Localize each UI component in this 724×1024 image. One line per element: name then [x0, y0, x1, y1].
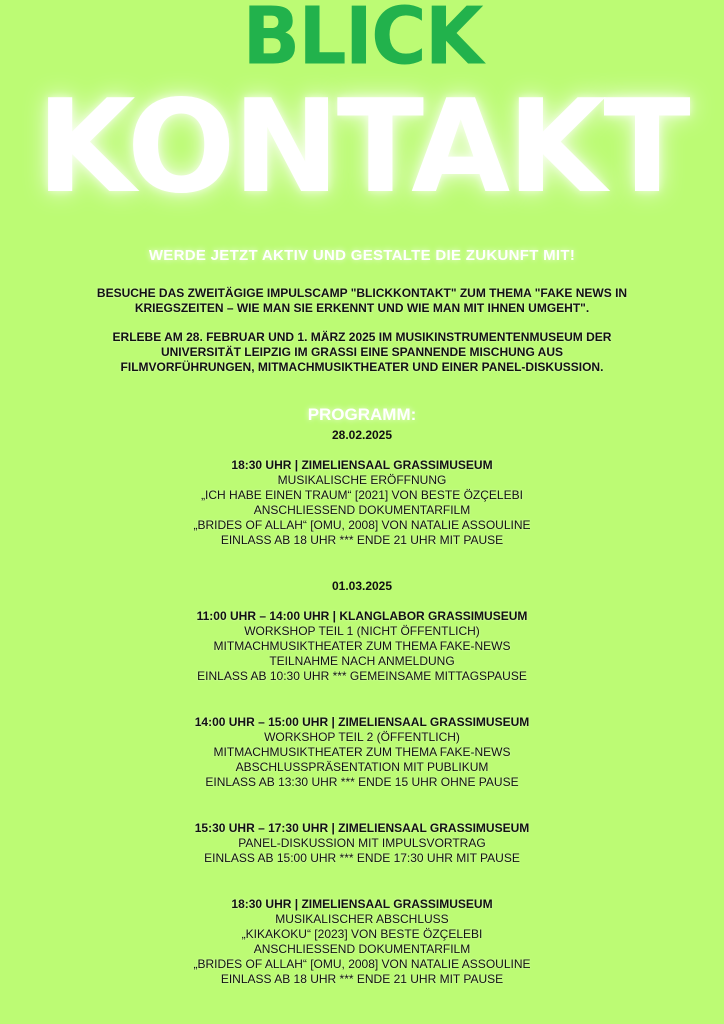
event-line: WORKSHOP TEIL 1 (NICHT ÖFFENTLICH) — [244, 624, 480, 638]
event-heading: 18:30 UHR | ZIMELIENSAAL GRASSIMUSEUM — [231, 897, 493, 911]
event-heading: 14:00 UHR – 15:00 UHR | ZIMELIENSAAL GRASSIMUSEUM — [194, 715, 530, 729]
event-heading: 11:00 UHR – 14:00 UHR | KLANGLABOR GRASSIMUSEUM — [196, 609, 528, 623]
event-heading: 15:30 UHR – 17:30 UHR | ZIMELIENSAAL GRASSIMUSEUM — [194, 821, 530, 835]
event-line: MITMACHMUSIKTHEATER ZUM THEMA FAKE-NEWS — [213, 639, 511, 653]
intro-line: KRIEGSZEITEN – WIE MAN SIE ERKENNT UND WIE MAN MIT IHNEN UMGEHT". — [134, 301, 590, 315]
event-block — [40, 715, 684, 790]
event-line: EINLASS AB 10:30 UHR *** GEMEINSAME MITTAGSPAUSE — [197, 669, 527, 683]
event-line: ABSCHLUSSPRÄSENTATION MIT PUBLIKUM — [235, 760, 489, 774]
event-line: „ICH HABE EINEN TRAUM“ [2021] VON BESTE ÖZÇELEBI — [201, 488, 523, 502]
logo-word-kontakt: KONTAKT — [36, 73, 688, 222]
event-line: „BRIDES OF ALLAH“ [OMU, 2008] VON NATALIE ASSOULINE — [193, 518, 531, 532]
intro-line: FILMVORFÜHRUNGEN, MITMACHMUSIKTHEATER UND EINER PANEL-DISKUSSION. — [120, 360, 604, 374]
day-date: 01.03.2025 — [331, 579, 393, 593]
event-block — [40, 897, 684, 987]
event-heading: 18:30 UHR | ZIMELIENSAAL GRASSIMUSEUM — [231, 458, 493, 472]
event-block — [40, 458, 684, 548]
event-line: ANSCHLIESSEND DOKUMENTARFILM — [253, 503, 471, 517]
event-line: EINLASS AB 18 UHR *** ENDE 21 UHR MIT PAUSE — [220, 972, 504, 986]
event-line: EINLASS AB 18 UHR *** ENDE 21 UHR MIT PAUSE — [220, 533, 504, 547]
intro-line: ERLEBE AM 28. FEBRUAR UND 1. MÄRZ 2025 IM MUSIKINSTRUMENTENMUSEUM DER — [112, 330, 612, 344]
event-line: MITMACHMUSIKTHEATER ZUM THEMA FAKE-NEWS — [213, 745, 511, 759]
event-line: WORKSHOP TEIL 2 (ÖFFENTLICH) — [264, 730, 460, 744]
event-line: ANSCHLIESSEND DOKUMENTARFILM — [253, 942, 471, 956]
program-heading: PROGRAMM: — [307, 405, 417, 424]
event-line: EINLASS AB 15:00 UHR *** ENDE 17:30 UHR MIT PAUSE — [204, 851, 520, 865]
tagline: WERDE JETZT AKTIV UND GESTALTE DIE ZUKUNFT MIT! — [148, 247, 576, 264]
day-date: 28.02.2025 — [331, 428, 393, 442]
intro-line: UNIVERSITÄT LEIPZIG IM GRASSI EINE SPANNENDE MISCHUNG AUS — [160, 345, 564, 359]
intro-line: BESUCHE DAS ZWEITÄGIGE IMPULSCAMP "BLICKKONTAKT" ZUM THEMA "FAKE NEWS IN — [96, 286, 628, 300]
event-line: „KIKAKOKU“ [2023] VON BESTE ÖZÇELEBI — [241, 927, 483, 941]
event-line: MUSIKALISCHE ERÖFFNUNG — [277, 473, 447, 487]
intro-paragraph-2 — [70, 330, 654, 375]
event-line: TEILNAHME NACH ANMELDUNG — [269, 654, 455, 668]
event-block — [40, 821, 684, 866]
event-block — [40, 609, 684, 684]
logo-word-blick: BLICK — [242, 0, 482, 83]
event-line: „BRIDES OF ALLAH“ [OMU, 2008] VON NATALIE ASSOULINE — [193, 957, 531, 971]
event-line: PANEL-DISKUSSION MIT IMPULSVORTRAG — [238, 836, 486, 850]
intro-paragraph-1 — [70, 286, 654, 316]
event-line: EINLASS AB 13:30 UHR *** ENDE 15 UHR OHNE PAUSE — [205, 775, 519, 789]
event-line: MUSIKALISCHER ABSCHLUSS — [275, 912, 449, 926]
